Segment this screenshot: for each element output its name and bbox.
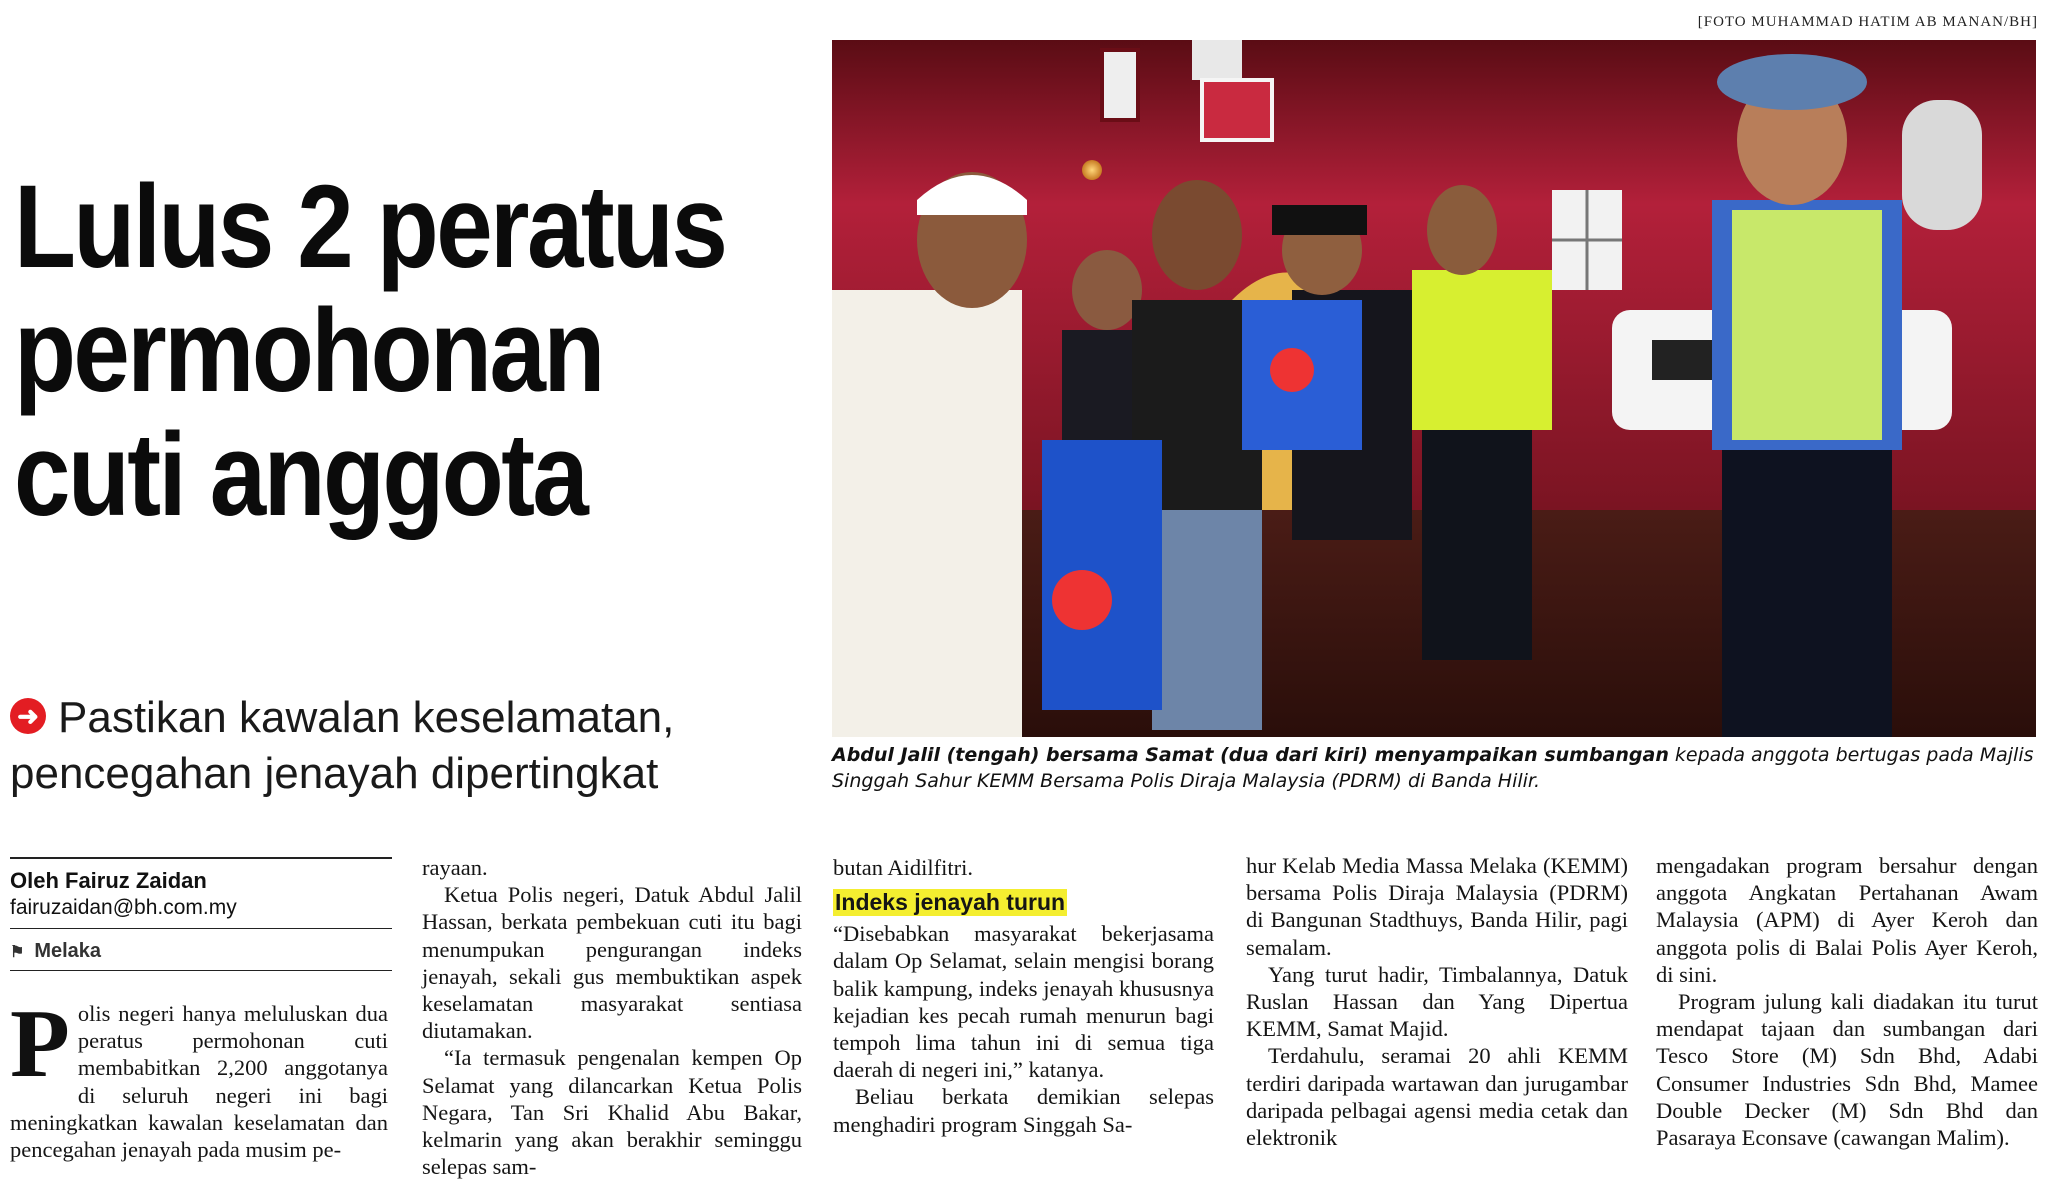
person-white-robe <box>832 290 1022 737</box>
photo-caption <box>832 742 2036 794</box>
headline-line-2: permohonan <box>14 285 603 417</box>
byline-email: fairuzaidan@bh.com.my <box>10 896 237 919</box>
officer-reflective-vest <box>1412 270 1552 430</box>
byline-rule <box>10 857 392 859</box>
article-column-3 <box>833 854 1214 1138</box>
news-photo <box>832 40 2036 737</box>
article-paragraph: “Disebabkan masyarakat bekerjasama dalam Op Selamat, selain mengisi borang balik kampung, indeks jenayah khususnya kejadian kes pecah rumah menurun bagi tempoh lima tahun ini di semua tiga daerah di negeri ini,” katanya. <box>833 921 1214 1083</box>
article-subheading: Indeks jenayah turun <box>835 889 1066 916</box>
photo-credit: [FOTO MUHAMMAD HATIM AB MANAN/BH] <box>1697 14 2038 30</box>
dateline-location: Melaka <box>34 940 102 962</box>
headline-line-3: cuti anggota <box>14 409 587 541</box>
subheadline-text-1: Pastikan kawalan keselamatan, <box>58 693 675 742</box>
article-column-1 <box>10 990 388 1163</box>
article-paragraph: hur Kelab Media Massa Melaka (KEMM) bersama Polis Diraja Malaysia (PDRM) di Bangunan Stadthuys, Banda Hilir, pagi semalam. <box>1246 853 1628 960</box>
news-photo-illustration <box>832 40 2036 737</box>
article-column-5 <box>1656 852 2038 1151</box>
caption-rest: kepada anggota bertugas pada Majlis Singgah Sahur KEMM Bersama Polis Diraja Malaysia (PDRM) di Banda Hilir. <box>832 744 2034 792</box>
article-paragraph: Terdahulu, seramai 20 ahli KEMM terdiri daripada wartawan dan jurugambar daripada pelbagai agensi media cetak dan elektronik <box>1246 1043 1628 1151</box>
byline-divider <box>10 928 392 929</box>
article-paragraph: Program julung kali diadakan itu turut mendapat tajaan dan sumbangan dari Tesco Store (M) Sdn Bhd, Adabi Consumer Industries Sdn Bhd, Mamee Double Decker (M) Sdn Bhd dan Pasaraya Econsave (cawangan Malim). <box>1656 989 2038 1151</box>
article-paragraph: Yang turut hadir, Timbalannya, Datuk Ruslan Hassan dan Yang Dipertua KEMM, Samat Majid. <box>1246 961 1628 1042</box>
article-column-2 <box>422 854 802 1180</box>
article-paragraph: butan Aidilfitri. <box>833 855 973 880</box>
subheadline-line-2: pencegahan jenayah dipertingkat <box>10 749 659 798</box>
caption-bold: Abdul Jalil (tengah) bersama Samat (dua dari kiri) menyampaikan sumbangan <box>832 744 1669 766</box>
article-paragraph: mengadakan program bersahur dengan anggota Angkatan Pertahanan Awam Malaysia (APM) di Ayer Keroh dan anggota polis di Balai Polis Ayer Keroh, di sini. <box>1656 853 2038 987</box>
flag-icon: ⚑ <box>10 944 25 961</box>
dateline <box>10 940 101 963</box>
window <box>1102 50 1138 120</box>
headline-line-1: Lulus 2 peratus <box>14 161 726 293</box>
article-paragraph: “Ia termasuk pengenalan kempen Op Selamat yang dilancarkan Ketua Polis Negara, Tan Sri Khalid Abu Bakar, kelmarin yang akan berakhir seminggu selepas sam- <box>422 1045 802 1180</box>
article-paragraph: olis negeri hanya meluluskan dua peratus permohonan cuti membabitkan 2,200 anggotanya di seluruh negeri ini bagi meningkatkan kawalan keselamatan dan pencegahan jenayah pada musim pe- <box>10 1001 388 1163</box>
article-column-4 <box>1246 852 1628 1151</box>
byline-author: Oleh Fairuz Zaidan <box>10 868 207 893</box>
headline <box>14 161 726 541</box>
gift-bag <box>1042 440 1162 710</box>
article-paragraph: Ketua Polis negeri, Datuk Abdul Jalil Hassan, berkata pembekuan cuti itu bagi menumpukan pengurangan indeks jenayah, sekali gus membuktikan aspek keselamatan masyarakat sentiasa diutamakan. <box>422 882 802 1044</box>
subheadline <box>10 690 810 802</box>
article-paragraph: rayaan. <box>422 855 488 880</box>
article-paragraph: Beliau berkata demikian selepas menghadiri program Singgah Sa- <box>833 1084 1214 1137</box>
subheadline-line-1 <box>10 690 810 746</box>
arrow-right-circle-icon: ➜ <box>10 698 46 734</box>
drop-cap: P <box>10 990 70 1098</box>
dateline-divider <box>10 970 392 971</box>
